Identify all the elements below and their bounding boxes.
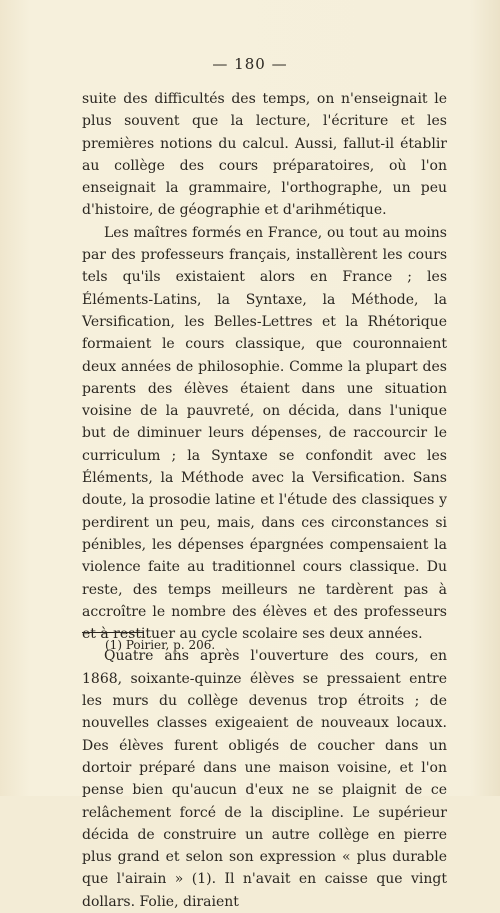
paragraph-1: suite des difficultés des temps, on n'enseignait le plus souvent que la lecture, l'écriture et les premières notions du calcul. Aussi, fallut-il établir au collège des cours préparatoires, où l'on enseignait la grammaire, l'orthographe, un peu d'histoire, de géographie et d'arihmétique.	[82, 91, 447, 219]
page-number: — 180 —	[212, 55, 288, 73]
footnote: (1) Poirier, p. 206.	[105, 638, 216, 652]
paragraph-3: Quatre ans après l'ouverture des cours, en 1868, soixante-quinze élèves se pressaient entre les murs du collège devenus trop étroits ; de nouvelles classes exigeaient de nouveaux locaux. Des élèves furent obligés de coucher dans un dortoir préparé dans une maison voisine, et l'on pense bien qu'aucun d'eux ne se plaignit de ce relâchement forcé de la discipline. Le supérieur décida de construire un autre collège en pierre plus grand et selon son expression « plus durable que l'airain » (1). Il n'avait en caisse que vingt dollars. Folie, diraient	[82, 648, 447, 910]
body-text	[82, 88, 447, 913]
footnote-divider	[82, 632, 144, 633]
paragraph-2: Les maîtres formés en France, ou tout au moins par des professeurs français, installèrent les cours tels qu'ils existaient alors en France ; les Éléments-Latins, la Syntaxe, la Méthode, la Versification, les Belles-Lettres et la Rhétorique formaient le cours classique, que couronnaient deux années de philosophie. Comme la plupart des parents des élèves étaient dans une situation voisine de la pauvreté, on décida, dans l'unique but de diminuer leurs dépenses, de raccourcir le curriculum ; la Syntaxe se confondit avec les Éléments, la Méthode avec la Versification. Sans doute, la prosodie latine et l'étude des classiques y perdirent un peu, mais, dans ces circonstances si pénibles, les dépenses épargnées compensaient la violence faite au traditionnel cours classique. Du reste, des temps meilleurs ne tardèrent pas à accroître le nombre des élèves et des professeurs et à restituer au cycle scolaire ses deux années.	[82, 224, 447, 643]
